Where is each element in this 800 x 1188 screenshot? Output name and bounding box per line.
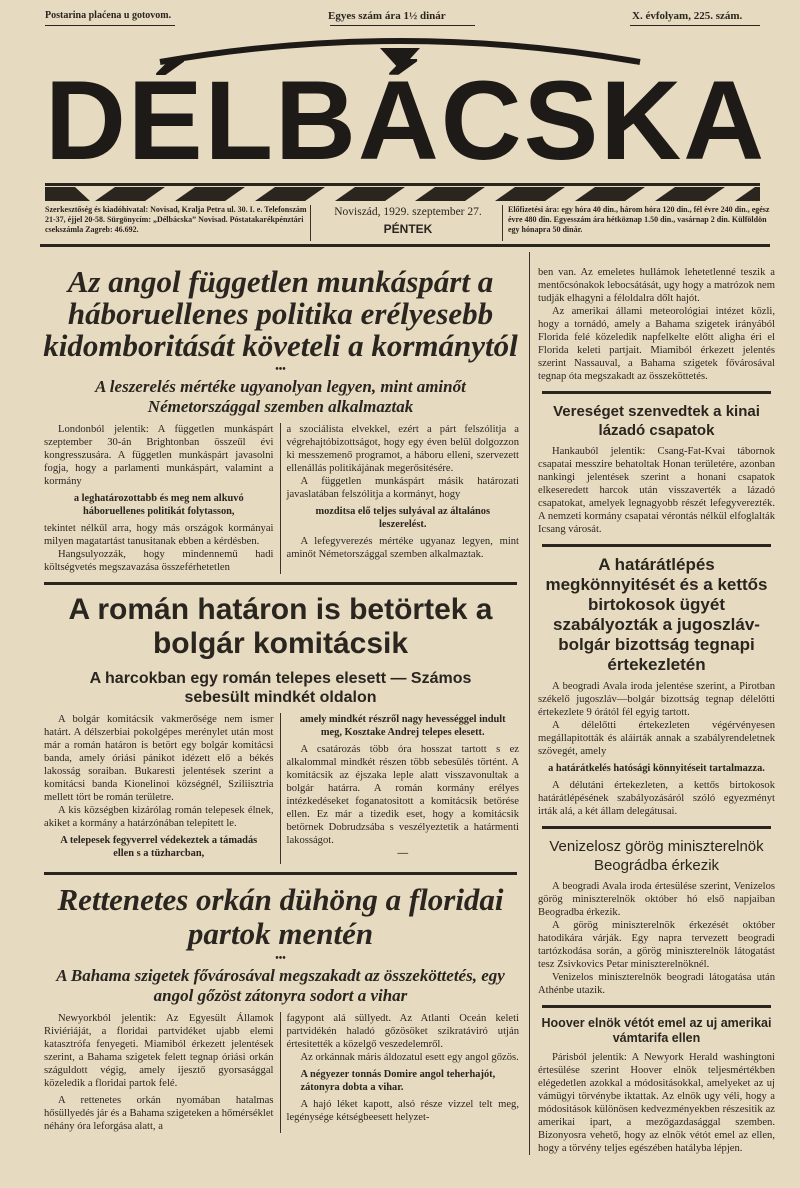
article-paragraph: A hajó léket kapott, alsó része vizzel telt meg, legénysége kétségbeesett helyzet-: [286, 1099, 519, 1123]
article-paragraph: A lefegyverezés mértéke ugyanaz legyen, mint aminőt Németországgal szemben alkalmaztak.: [286, 536, 519, 560]
article-headline: Hoover elnök vétót emel az uj amerikai vámtarifa ellen: [541, 1016, 772, 1045]
article-column: [281, 423, 522, 574]
article-paragraph: A független munkáspárt másik határozati javaslatában felszólitja a kormányt, hogy: [286, 476, 519, 500]
article-paragraph: A délelőtti értekezleten végérvényesen megállapitották és aláirták annak a szabályrendeletnek szövegét, amely: [538, 720, 775, 757]
article-headline: A román határon is betörtek a bolgár komitácsik: [68, 593, 493, 660]
page-body: [40, 252, 775, 1155]
article-paragraph: A délutáni értekezleten, a kettős birtokosok határátlépésének szabályozásáról szóló egyezményt irták alá, a két állam delegátusai.: [538, 780, 775, 817]
article-headline: Venizelosz görög miniszterelnök Beográdba érkezik: [549, 838, 764, 874]
article-highlight: a határátkelés hatósági könnyitéseit tartalmazza.: [548, 763, 765, 774]
divider: [630, 25, 760, 26]
article-column: [538, 880, 775, 997]
article-column: [40, 713, 281, 864]
article-paragraph: Newyorkból jelentik: Az Egyesült Államok Riviériáját, a floridai partvidéket ujabb elemi katasztrófa fenyegeti. Miamiból érkezett jelentések szerint, a Bahama szigetek felett tegnap óriási orkán száguldott végig, amely ijesztő gyorsasággal közeledik a floridai partok felé.: [44, 1013, 274, 1089]
article-paragraph: A rettenetes orkán nyomában hatalmas hősüllyedés jár és a Bahama szigeteken a hőmérséklet néhány óra leforgása alatt, a: [44, 1095, 274, 1132]
article-paragraph: A beogradi Avala iroda jelentése szerint, a Pirotban székelő jugoszláv—bolgár bizottság tegnap délelőtti értekezlete 9 órától fél egyig tartott.: [538, 681, 775, 718]
article-paragraph: ben van. Az emeletes hullámok lehetetlenné teszik a mentőcsónakok lebocsátását, ugy hogy a matrózok nem tudják elhagyni a féloldalra dőlt hajót.: [538, 267, 775, 304]
article-body: [40, 1012, 521, 1133]
article-paragraph: A kis községben kizárólag román telepesek élnek, akiket a kormány a határzónában telepitett le.: [44, 805, 274, 829]
article-highlight: A négyezer tonnás Domire angol teherhajót, zátonyra dobta a vihar.: [300, 1069, 496, 1093]
article-rule: [542, 1005, 771, 1008]
article-paragraph: Az amerikai állami meteorológiai intézet közli, hogy a tornádó, amely a Bahama szigetek irányából Florida felé közeledik napfelkelte előtt aligha éri el Florida keleti partjait. Miamiból érkezett jelentés szerint Nassauval, a Bahama szigetek fővárosával tegnap óta megszakadt az összeköttetés.: [538, 306, 775, 382]
article-paragraph: Hankauból jelentik: Csang-Fat-Kvai tábornok csapatai messzire behatoltak Honan területére, azonban nankingi jelentések szerint a honani csapatok elkeseredett harcok után visszaverték a lázadó csapatokat, amelyek legnagyobb részét lefegyverezték. A nemzeti kormány csapatai vérontás nélkül elfoglalták Icsang városát.: [538, 446, 775, 535]
article-subheadline: A leszerelés mértéke ugyanolyan legyen, mint aminőt Németországgal szemben alkalmaztak: [95, 377, 466, 416]
article-body: [40, 713, 521, 864]
article-rule: [44, 872, 517, 875]
article-rule: [542, 544, 771, 547]
article-subheadline: A Bahama szigetek fővárosával megszakadt az összeköttetés, egy angol gőzöst zátonyra sodort a vihar: [56, 966, 505, 1005]
article-paragraph: A bolgár komitácsik vakmerősége nem ismer határt. A délszerbiai pokolgépes merénylet után most már a román határon is betört egy bolgár komitácsi banda, amely óriási pánikot idézett elő a békés lakosság soraiban. Bukaresti jelentések szerint a komitácsi banda Kionelinoi községnél, Sziliisztria mellett tört be román területre.: [44, 714, 274, 803]
article-headline: Rettenetes orkán dühöng a floridai partok mentén: [57, 882, 504, 951]
article-headline: Az angol független munkáspárt a háboruellenes politika erélyesebb kidomboritását követeli a kormánytól: [43, 264, 518, 363]
article-paragraph: Párisból jelentik: A Newyork Herald washingtoni értesülése szerint Hoover elnök teljesmértékben elégedetlen azokkal a módositásokkal, amelyeket az uj vámügyi törvénybe iktattak. Az elnök ugy véli, hogy a módositások különösen kedvezményekben részesitik az amerikai ipart, a mezőgazdasággal szemben. Bizonyosra vehető, hogy az elnök vétót emel az ellen, hogy a törvény teljes egészében hatályba lépjen.: [538, 1052, 775, 1154]
article-paragraph: a szociálista elvekkel, ezért a párt felszólitja a végrehajtóbizottságot, hogy egy éven belül dolgozzon ki messzemenő programot, a háboru elleni, szervezett ellenállás politikájának megerősitésére.: [286, 424, 519, 474]
editorial-office-info: Szerkesztőség és kiadóhivatal: Novisad, Kralja Petra ul. 30. I. e. Telefonszám 21-37, éjjel 20-58. Sürgönycím: „Délbácska” Novisad. Póstatakarékpénztári csekszámla Zagreb: 46.692.: [45, 205, 307, 234]
article-headline: Vereséget szenvedtek a kinai lázadó csapatok: [553, 403, 760, 439]
side-column: [530, 252, 775, 1155]
article-rule: [44, 582, 517, 585]
article-subheadline: A harcokban egy román telepes elesett — Számos sebesült mindkét oldalon: [89, 670, 472, 706]
article-paragraph: A beogradi Avala iroda értesülése szerint, Venizelos görög miniszterelnök október hó első napjaiban Beogradba érkezik.: [538, 881, 775, 918]
issue-date: Noviszád, 1929. szeptember 27.: [334, 206, 482, 218]
article-continuation: [538, 266, 775, 383]
subscription-info: Előfizetési ára: egy hóra 40 din., három hóra 120 din., fél évre 240 din., egész évre 480 din. Egyesszám ára hétköznap 1.50 din., vasárnap 2 din. Külföldön egy hónapra 50 dinár.: [508, 205, 770, 234]
article-rule: [542, 826, 771, 829]
article-column: [40, 423, 281, 574]
article-paragraph: fagypont alá süllyedt. Az Atlanti Oceán keleti partvidékén haladó gőzösöket szikratáviró utján értesitették a közelgő veszedelemről.: [286, 1013, 519, 1050]
article-rule: [542, 391, 771, 394]
article-paragraph: Londonból jelentik: A független munkáspárt szeptember 30-án Brightonban összeűl évi kongresszusára. A független munkáspárt javasolni fogja, hogy a parlamenti munkáspárt, valamint a kormány: [44, 424, 274, 487]
article-paragraph: Venizelos miniszterelnök beogradi látogatása után Athénbe utazik.: [538, 972, 775, 996]
article-paragraph: A csatározás több óra hosszat tartott s ez alkalommal mindkét részen több sebesülés történt. A komitácsik az éjszaka leple alatt visszavonultak a bolgár határra. A román kormány erélyes intézkedéseket foganatositott a komitácsik betörése ellen. Ez már a tizedik eset, hogy a komitácsik betörnek Dobrudzsába s veszélyeztetik a határmenti lakosságot.: [286, 744, 519, 846]
divider: [45, 25, 175, 26]
article-column: [281, 1012, 522, 1133]
issue-weekday: PÉNTEK: [383, 222, 433, 236]
article-column: [538, 680, 775, 818]
article-highlight: A telepesek fegyverrel védekeztek a támadás ellen s a tüzharcban,: [60, 835, 258, 859]
end-mark: —: [397, 848, 409, 859]
article-column: [281, 713, 522, 864]
article-highlight: mozditsa elő teljes sulyával az általános leszerelést.: [315, 506, 491, 530]
header-rule: [40, 244, 770, 247]
separator-dots: •••: [275, 364, 286, 375]
article-paragraph: Hangsulyozzák, hogy mindennemű hadi költségvetés megszavazása összeférhetetlen: [44, 549, 274, 573]
article-highlight: amely mindkét részről nagy hevességgel indult meg, Kosztake Andrej telepes elesett.: [299, 714, 506, 738]
article-paragraph: A görög miniszterelnök érkezését október hatodikára várják. Egy napra tervezett beogradi tartózkodása során, a görög miniszterelnök látogatást tesz Zsivkovics Petar miniszterelnöknél.: [538, 920, 775, 970]
article-headline: A határátlépés megkönnyitését és a kettős birtokosok ügyét szabályozták a jugoszláv-bolgár bizottság tegnapi értekezletén: [545, 555, 768, 674]
separator-dots: •••: [275, 953, 286, 964]
article-body: [40, 423, 521, 574]
zigzag-ornament: [45, 183, 760, 201]
divider: [330, 25, 475, 26]
article-paragraph: tekintet nélkűl arra, hogy más országok kormányai milyen magatartást tanusitanak ebben a kérdésben.: [44, 523, 274, 547]
postage-note: Postarina plaćena u gotovom.: [45, 10, 172, 21]
main-column: [40, 252, 530, 1155]
volume-number: X. évfolyam, 225. szám.: [632, 10, 743, 22]
article-highlight: a leghatározottabb és meg nem alkuvó háboruellenes politikát folytasson,: [73, 493, 244, 517]
newspaper-title: DÉLBÁCSKA: [45, 58, 767, 183]
article-paragraph: Az orkánnak máris áldozatul esett egy angol gőzös.: [300, 1052, 519, 1063]
issue-price: Egyes szám ára 1½ dinár: [328, 10, 446, 22]
article-column: [40, 1012, 281, 1133]
